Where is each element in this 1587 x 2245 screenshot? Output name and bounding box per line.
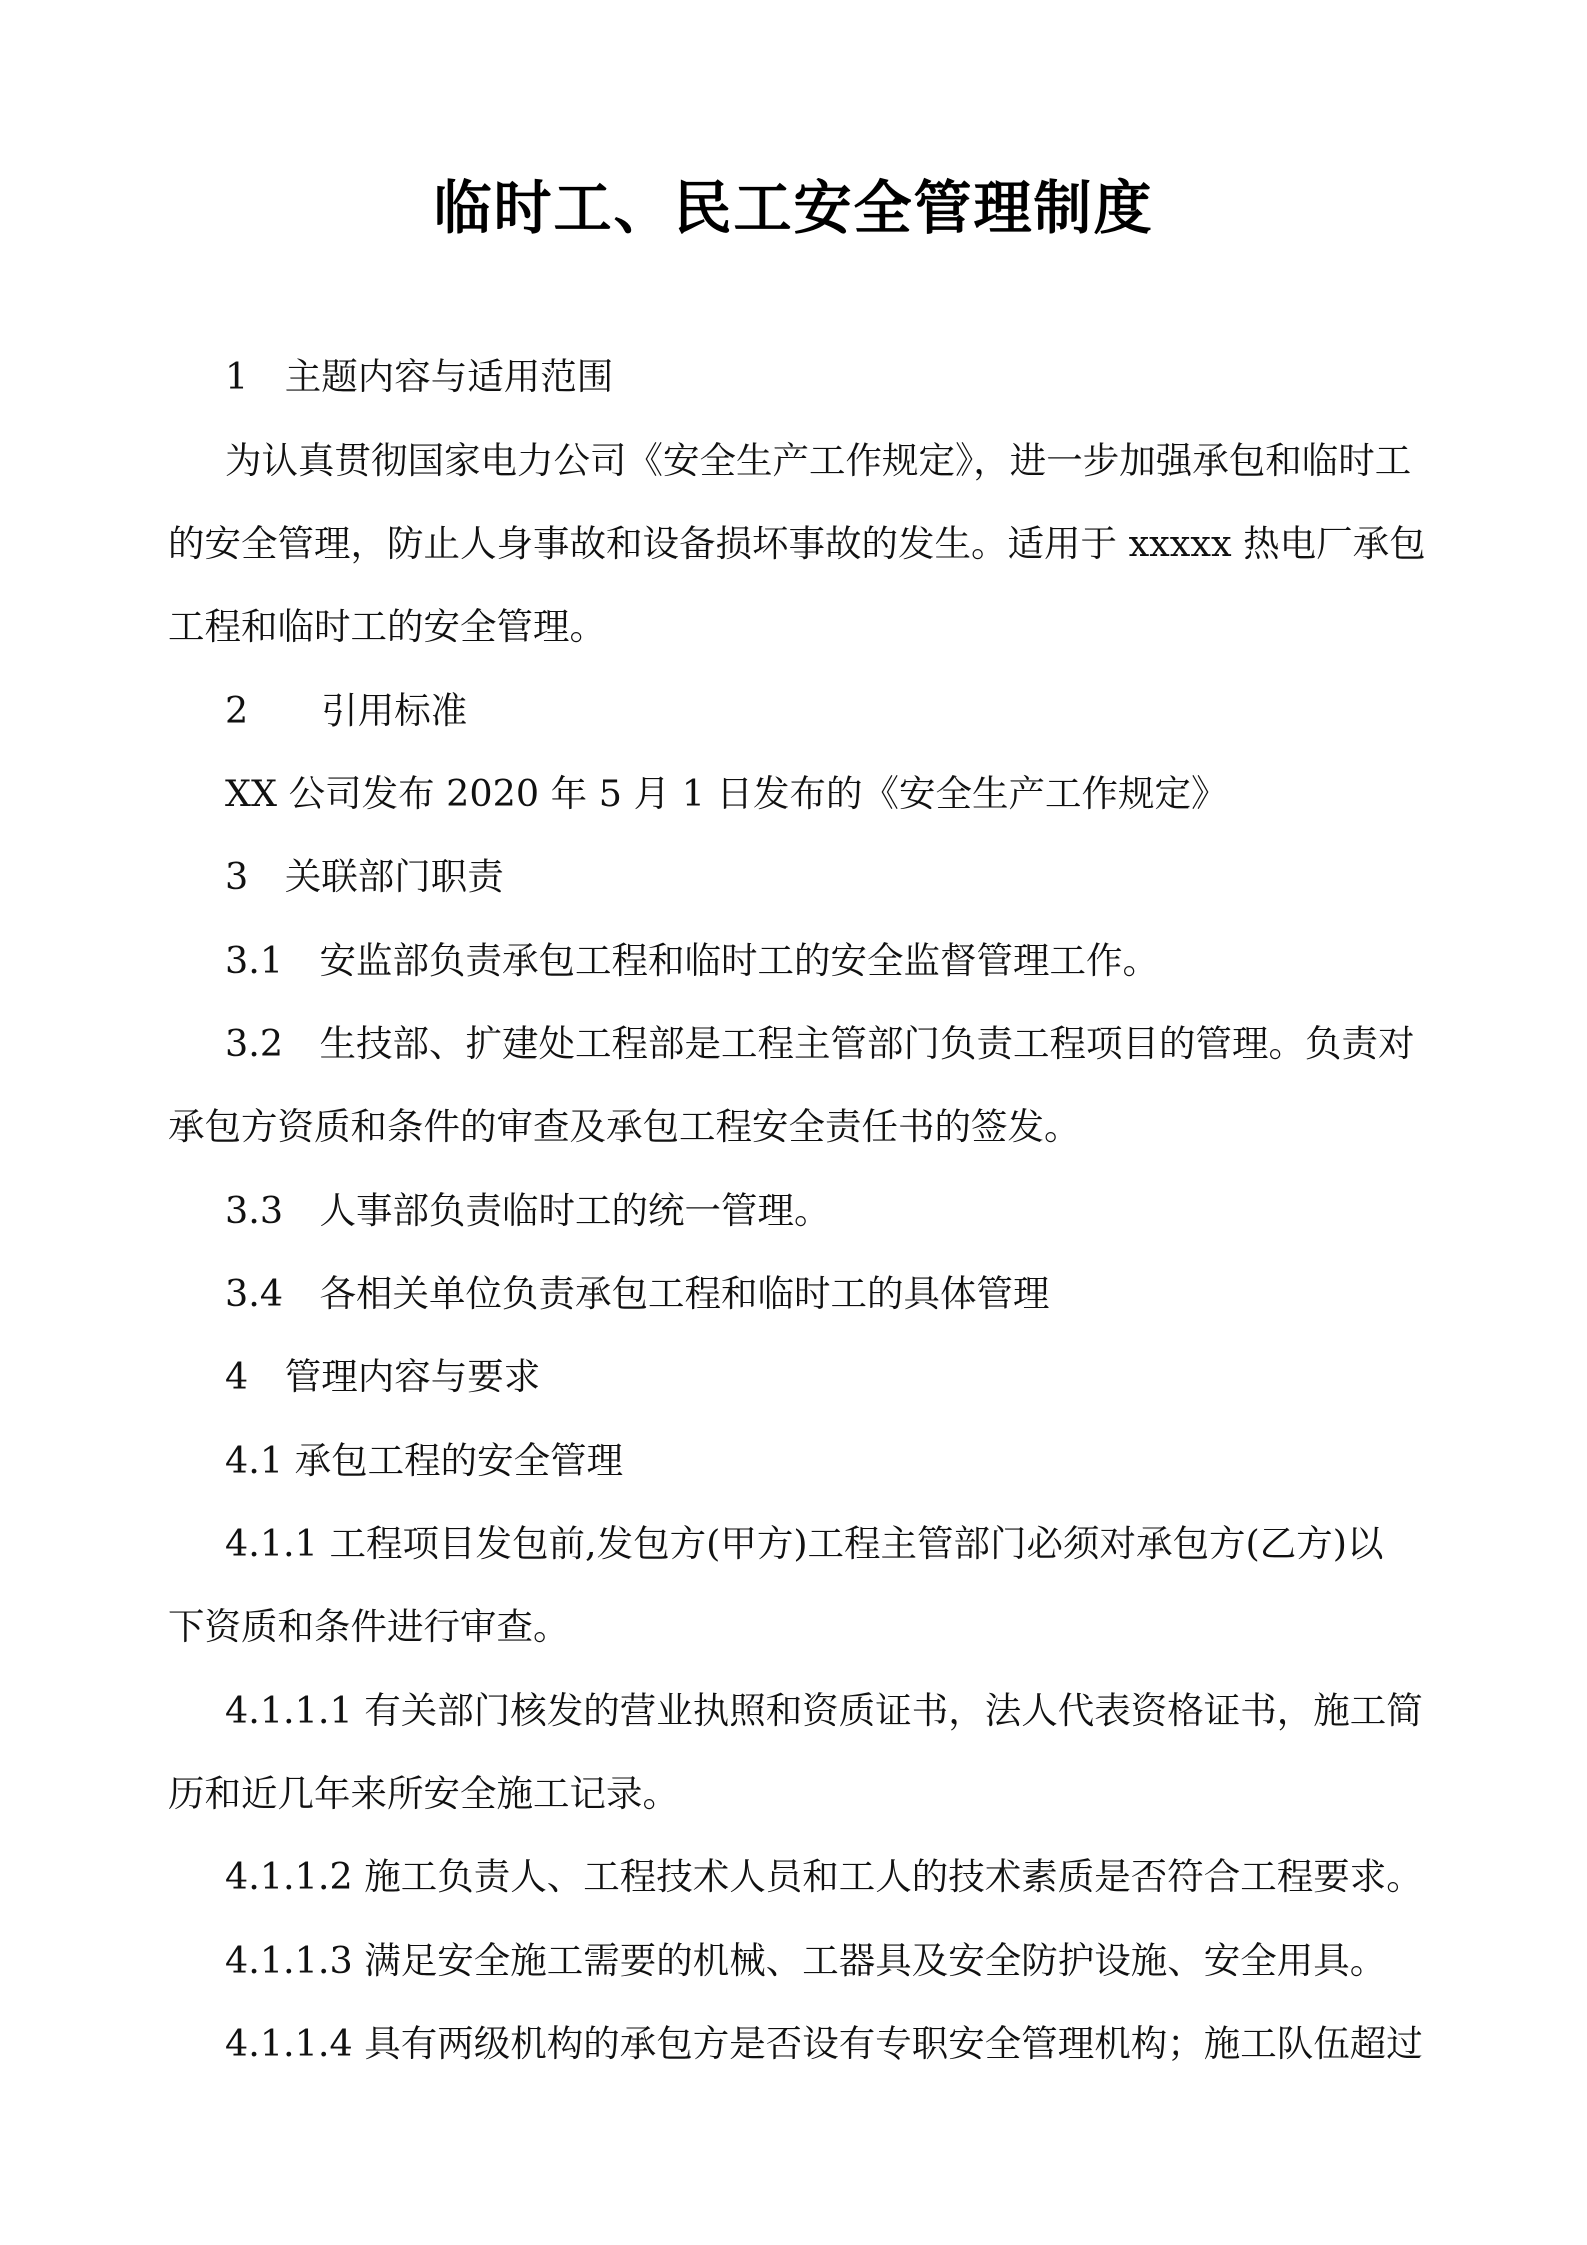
paragraph-line: 承包方资质和条件的审查及承包工程安全责任书的签发。 <box>168 1105 1081 1148</box>
paragraph-line: 工程和临时工的安全管理。 <box>168 605 606 648</box>
section-heading-2: 2 引用标准 <box>225 689 468 732</box>
section-heading-4: 4 管理内容与要求 <box>225 1355 541 1398</box>
clause-4-1-1: 4.1.1 工程项目发包前,发包方(甲方)工程主管部门必须对承包方(乙方)以 <box>225 1522 1384 1565</box>
paragraph-line: 历和近几年来所安全施工记录。 <box>168 1772 679 1815</box>
clause-4-1-1-4: 4.1.1.4 具有两级机构的承包方是否设有专职安全管理机构；施工队伍超过 <box>225 2022 1423 2065</box>
clause-3-2: 3.2 生技部、扩建处工程部是工程主管部门负责工程项目的管理。负责对 <box>225 1022 1415 1065</box>
section-heading-1: 1 主题内容与适用范围 <box>225 355 614 398</box>
paragraph-line: 的安全管理，防止人身事故和设备损坏事故的发生。适用于 xxxxx 热电厂承包 <box>168 522 1426 565</box>
paragraph-line: 为认真贯彻国家电力公司《安全生产工作规定》，进一步加强承包和临时工 <box>225 439 1412 482</box>
clause-4-1-1-3: 4.1.1.3 满足安全施工需要的机械、工器具及安全防护设施、安全用具。 <box>225 1939 1387 1982</box>
section-heading-3: 3 关联部门职责 <box>225 855 504 898</box>
clause-3-1: 3.1 安监部负责承包工程和临时工的安全监督管理工作。 <box>225 939 1160 982</box>
clause-4-1-1-2: 4.1.1.2 施工负责人、工程技术人员和工人的技术素质是否符合工程要求。 <box>225 1855 1423 1898</box>
clause-4-1-1-1: 4.1.1.1 有关部门核发的营业执照和资质证书，法人代表资格证书，施工简 <box>225 1689 1423 1732</box>
clause-4-1: 4.1 承包工程的安全管理 <box>225 1439 624 1482</box>
document-title: 临时工、民工安全管理制度 <box>433 174 1154 242</box>
clause-3-3: 3.3 人事部负责临时工的统一管理。 <box>225 1189 831 1232</box>
paragraph-line: XX 公司发布 2020 年 5 月 1 日发布的《安全生产工作规定》 <box>225 772 1228 815</box>
paragraph-line: 下资质和条件进行审查。 <box>168 1605 570 1648</box>
clause-3-4: 3.4 各相关单位负责承包工程和临时工的具体管理 <box>225 1272 1050 1315</box>
